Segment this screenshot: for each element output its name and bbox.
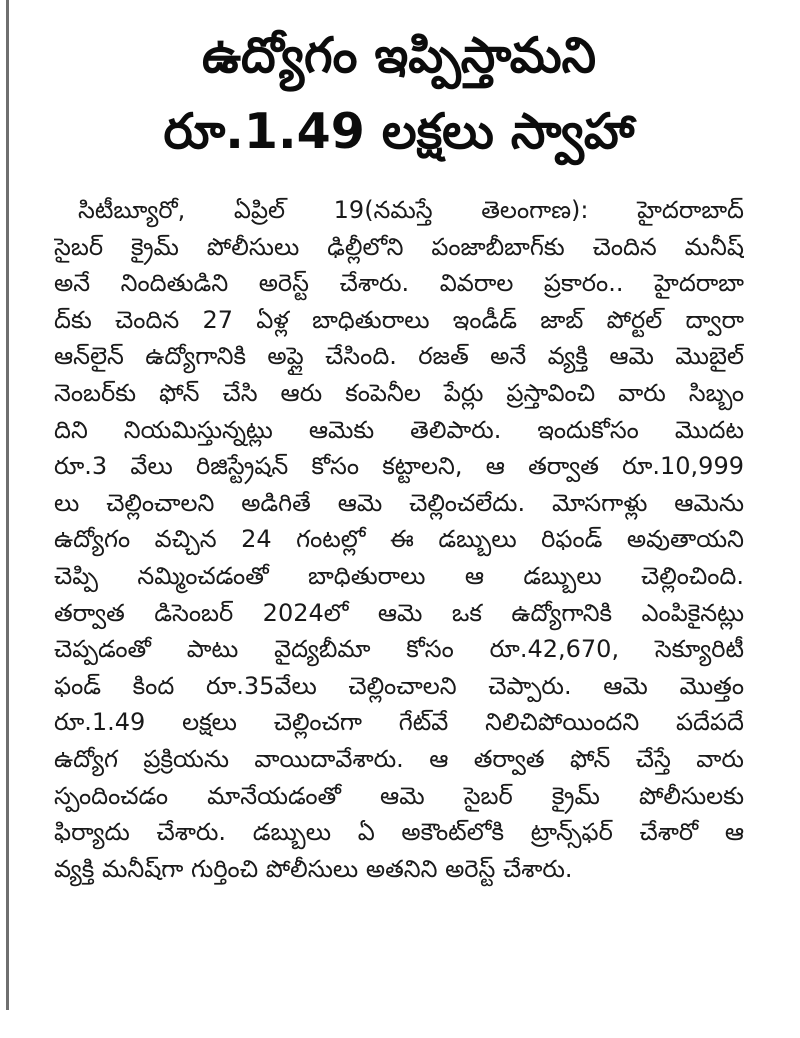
body-line-15: రూ.1.49 లక్షలు చెల్లించగా గేట్‌వే నిలిచిపోయిందని పదేపదే bbox=[54, 708, 744, 737]
headline-line-2: రూ.1.49 లక్షలు స్వాహా bbox=[163, 103, 635, 160]
body-line-11: చెప్పి నమ్మించడంతో బాధితురాలు ఆ డబ్బులు చెల్లించింది. bbox=[54, 561, 744, 590]
body-line-12: తర్వాత డిసెంబర్ 2024లో ఆమె ఒక ఉద్యోగానికి ఎంపికైనట్లు bbox=[54, 598, 744, 627]
body-line-8: రూ.3 వేలు రిజిస్ట్రేషన్ కోసం కట్టాలని, ఆ తర్వాత రూ.10,999 bbox=[54, 452, 744, 481]
body-line-14: ఫండ్ కింద రూ.35వేలు చెల్లించాలని చెప్పారు. ఆమె మొత్తం bbox=[54, 671, 744, 700]
body-line-16: ఉద్యోగ ప్రక్రియను వాయిదావేశారు. ఆ తర్వాత ఫోన్ చేస్తే వారు bbox=[54, 744, 744, 773]
body-line-1: సిటీబ్యూరో, ఏప్రిల్ 19(నమస్తే తెలంగాణ): హైదరాబాద్ bbox=[78, 196, 744, 224]
body-line-19: వ్యక్తి మనీష్‌గా గుర్తించి పోలీసులు అతనిని అరెస్ట్ చేశారు. bbox=[54, 854, 573, 883]
body-line-2: సైబర్ క్రైమ్ పోలీసులు ఢిల్లీలోని పంజాబీబాగ్‌కు చెందిన మనీష్ bbox=[54, 232, 744, 261]
body-line-17: స్పందించడం మానేయడంతో ఆమె సైబర్ క్రైమ్ పోలీసులకు bbox=[54, 781, 744, 810]
column-rule bbox=[6, 0, 9, 1010]
body-line-7: దిని నియమిస్తున్నట్లు ఆమెకు తెలిపారు. ఇందుకోసం మొదట bbox=[54, 415, 744, 444]
body-line-18: ఫిర్యాదు చేశారు. డబ్బులు ఏ అకౌంట్‌లోకి ట్రాన్స్‌ఫర్ చేశారో ఆ bbox=[54, 818, 744, 847]
body-line-13: చెప్పడంతో పాటు వైద్యబీమా కోసం రూ.42,670, సెక్యూరిటీ bbox=[54, 635, 744, 664]
article-body bbox=[54, 192, 744, 887]
body-line-6: నెంబర్‌కు ఫోన్ చేసి ఆరు కంపెనీల పేర్లు ప్రస్తావించి వారు సిబ్బం bbox=[54, 378, 744, 407]
body-line-3: అనే నిందితుడిని అరెస్ట్ చేశారు. వివరాల ప్రకారం.. హైదరాబా bbox=[54, 269, 744, 298]
body-line-4: ద్‌కు చెందిన 27 ఏళ్ల బాధితురాలు ఇండీడ్ జాబ్ పోర్టల్ ద్వారా bbox=[54, 305, 744, 334]
headline bbox=[54, 18, 744, 170]
news-article bbox=[54, 18, 744, 887]
body-line-10: ఉద్యోగం వచ్చిన 24 గంటల్లో ఈ డబ్బులు రిఫండ్ అవుతాయని bbox=[54, 525, 744, 554]
body-line-9: లు చెల్లించాలని అడిగితే ఆమె చెల్లించలేదు. మోసగాళ్లు ఆమెను bbox=[54, 488, 744, 517]
headline-line-1: ఉద్యోగం ఇప్పిస్తామని bbox=[201, 27, 597, 84]
body-line-5: ఆన్‌లైన్ ఉద్యోగానికి అప్లై చేసింది. రజత్ అనే వ్యక్తి ఆమె మొబైల్ bbox=[54, 342, 744, 371]
